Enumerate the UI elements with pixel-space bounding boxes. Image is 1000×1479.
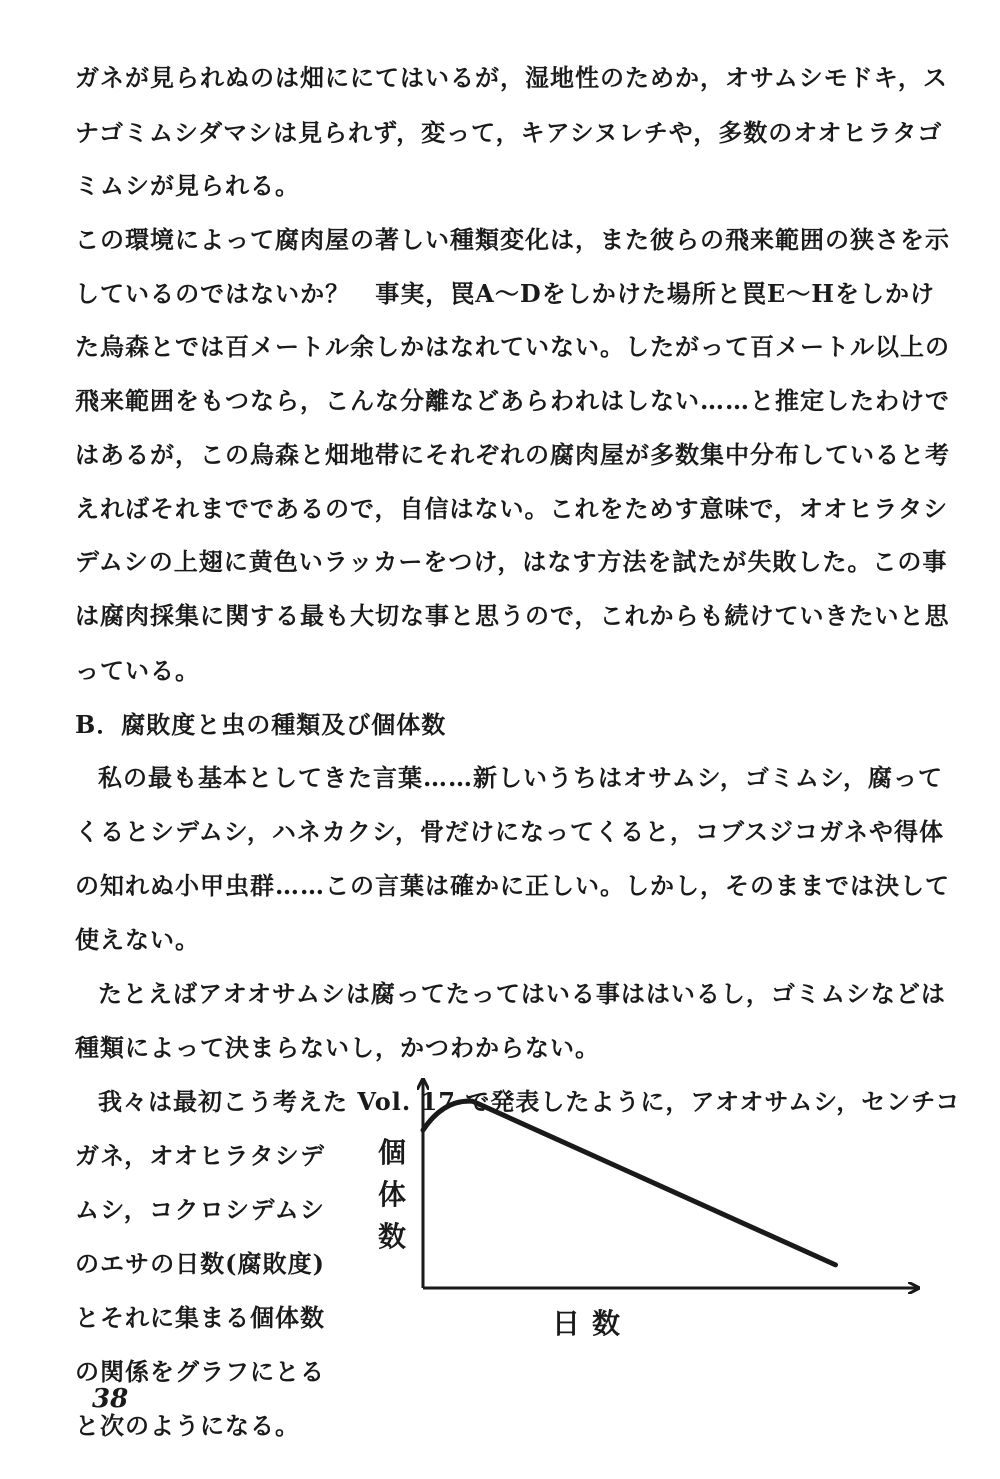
text-line: は腐肉採集に関する最も大切な事と思うので，これからも続けていきたいと思 (75, 601, 950, 630)
page-number: 38 (92, 1384, 129, 1414)
text-line: 我々は最初こう考えた Vol. 17 で発表したように，アオオサムシ，センチコ (98, 1087, 961, 1116)
side-text-line: のエサの日数(腐敗度) (75, 1249, 325, 1278)
text-line: デムシの上翅に黄色いラッカーをつけ，はなす方法を試たが失敗した。この事 (75, 547, 948, 576)
y-axis-label-char: 体 (377, 1178, 406, 1211)
text-line: くるとシデムシ，ハネカクシ，骨だけになってくると，コブスジコガネや得体 (75, 817, 944, 846)
text-line: 使えない。 (75, 925, 200, 954)
y-axis-label (375, 1132, 409, 1258)
text-line: しているのではないか？ 事実，罠A～Dをしかけた場所と罠E～Hをしかけ (75, 279, 935, 308)
side-text-line: ガネ，オオヒラタシデ (75, 1141, 325, 1170)
text-line: の知れぬ小甲虫群……この言葉は確かに正しい。しかし，そのままでは決して (75, 871, 950, 900)
series-line (423, 1101, 836, 1265)
text-line: っている。 (75, 656, 200, 685)
text-line: 私の最も基本としてきた言葉……新しいうちはオサムシ，ゴミムシ，腐って (98, 763, 943, 792)
text-line: ミムシが見られる。 (75, 171, 300, 200)
side-text-line: の関係をグラフにとる (75, 1357, 325, 1386)
y-axis-label-char: 数 (377, 1220, 406, 1253)
text-line: 飛来範囲をもつなら，こんな分離などあらわれはしない……と推定したわけで (75, 386, 950, 415)
side-text-line: とそれに集まる個体数 (75, 1303, 325, 1332)
section-heading: B．腐敗度と虫の種類及び個体数 (75, 710, 447, 739)
text-line: この環境によって腐肉屋の著しい種類変化は，また彼らの飛来範囲の狭さを示 (75, 225, 950, 254)
text-line: たとえばアオオサムシは腐ってたってはいる事ははいるし，ゴミムシなどは (98, 979, 946, 1008)
side-text-line: ムシ，コクロシデムシ (75, 1195, 325, 1224)
text-line: 種類によって決まらないし，かつわからない。 (75, 1033, 600, 1062)
text-line: た烏森とでは百メートル余しかはなれていない。したがって百メートル以上の (75, 332, 950, 361)
y-axis-label-char: 個 (377, 1136, 406, 1169)
side-text-line: と次のようになる。 (75, 1411, 300, 1440)
text-line: えればそれまでであるので，自信はない。これをためす意味で，オオヒラタシ (75, 494, 949, 523)
text-line: はあるが，この烏森と畑地帯にそれぞれの腐肉屋が多数集中分布していると考 (75, 440, 950, 469)
chart (360, 1060, 940, 1350)
x-axis-label: 日数 (552, 1307, 633, 1340)
text-line: ナゴミムシダマシは見られず，変って，キアシヌレチや，多数のオオヒラタゴ (75, 118, 943, 147)
text-line: ガネが見られぬのは畑ににてはいるが，湿地性のためか，オサムシモドキ，ス (75, 63, 948, 92)
